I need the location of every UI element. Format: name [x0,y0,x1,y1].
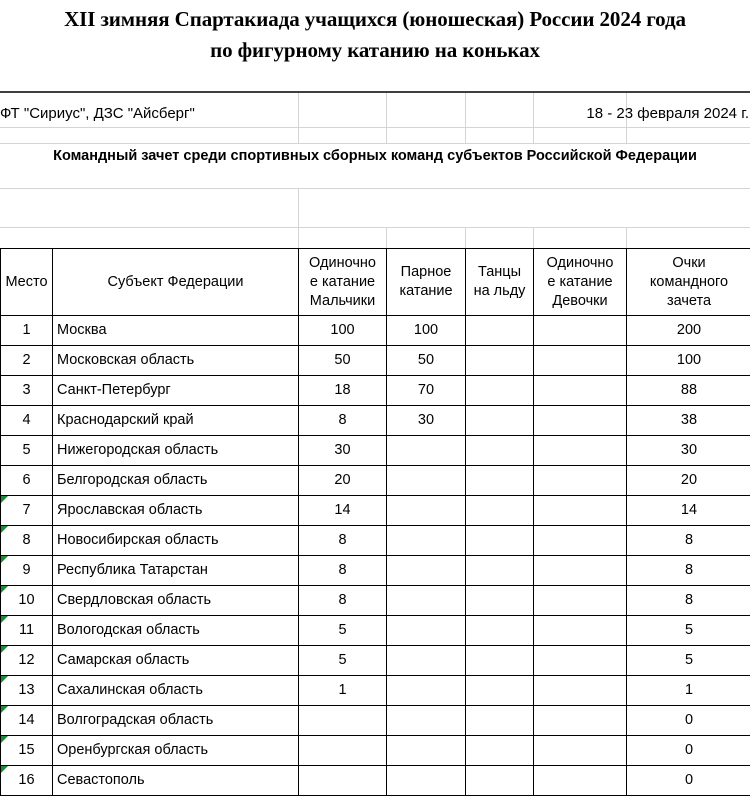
column-header-line: е катание [310,274,375,290]
gridline-top-border [0,91,750,93]
cell-pairs: 50 [387,346,466,376]
cell-ice-dance [466,466,534,496]
cell-singles-girls [534,346,627,376]
cell-place: 15 [1,736,53,766]
cell-singles-boys: 8 [299,406,387,436]
event-dates-label: 18 - 23 февраля 2024 г. [586,104,749,124]
table-row [1,736,750,766]
cell-place: 4 [1,406,53,436]
cell-team-points: 200 [627,316,750,346]
column-header-line: катание [399,283,452,299]
cell-ice-dance [466,766,534,796]
cell-pairs [387,556,466,586]
table-row [1,556,750,586]
cell-pairs: 70 [387,376,466,406]
cell-singles-boys [299,706,387,736]
cell-singles-boys: 5 [299,646,387,676]
cell-singles-girls [534,496,627,526]
cell-singles-boys: 14 [299,496,387,526]
cell-team-points: 8 [627,586,750,616]
column-header-line: Очки [672,255,705,271]
cell-singles-boys: 8 [299,526,387,556]
cell-subject: Волгоградская область [53,706,299,736]
cell-subject: Нижегородская область [53,436,299,466]
table-row [1,466,750,496]
table-row [1,316,750,346]
gridline-h-143 [0,143,750,144]
column-header-line: Девочки [552,293,607,309]
table-row [1,346,750,376]
column-header-team-points [627,249,750,316]
table-row [1,496,750,526]
cell-team-points: 100 [627,346,750,376]
cell-singles-boys: 8 [299,586,387,616]
column-header-line: Мальчики [310,293,375,309]
cell-team-points: 1 [627,676,750,706]
cell-place: 16 [1,766,53,796]
cell-singles-girls [534,706,627,736]
cell-singles-girls [534,436,627,466]
column-header-line: е катание [547,274,612,290]
cell-singles-boys: 8 [299,556,387,586]
table-row [1,676,750,706]
cell-pairs [387,436,466,466]
cell-ice-dance [466,676,534,706]
table-row [1,706,750,736]
column-header-line: Танцы [478,264,521,280]
cell-subject: Новосибирская область [53,526,299,556]
cell-place: 1 [1,316,53,346]
cell-subject: Самарская область [53,646,299,676]
cell-subject: Краснодарский край [53,406,299,436]
document-title [0,4,750,66]
cell-team-points: 38 [627,406,750,436]
cell-team-points: 88 [627,376,750,406]
table-row [1,616,750,646]
cell-singles-girls [534,586,627,616]
cell-place: 2 [1,346,53,376]
cell-subject: Республика Татарстан [53,556,299,586]
cell-team-points: 0 [627,736,750,766]
gridline-v-465-a [465,93,466,143]
column-header-line: Субъект Федерации [108,274,244,290]
cell-singles-boys: 30 [299,436,387,466]
cell-singles-girls [534,646,627,676]
column-header-place [1,249,53,316]
cell-singles-girls [534,376,627,406]
column-header-subject [53,249,299,316]
cell-singles-boys: 100 [299,316,387,346]
gridline-v-386-a [386,93,387,143]
gridline-h-127 [0,127,750,128]
cell-pairs [387,706,466,736]
cell-team-points: 14 [627,496,750,526]
section-subtitle: Командный зачет среди спортивных сборных команд субъектов Российской Федерации [22,146,728,167]
cell-team-points: 30 [627,436,750,466]
cell-place: 7 [1,496,53,526]
cell-singles-boys: 5 [299,616,387,646]
cell-subject: Вологодская область [53,616,299,646]
gridline-v-298-a [298,93,299,143]
cell-singles-girls [534,406,627,436]
column-header-singles-girls [534,249,627,316]
gridline-v-298-b [298,188,299,248]
cell-pairs [387,646,466,676]
table-row [1,526,750,556]
cell-singles-boys: 18 [299,376,387,406]
cell-ice-dance [466,616,534,646]
cell-place: 13 [1,676,53,706]
column-header-line: на льду [474,283,526,299]
cell-ice-dance [466,646,534,676]
cell-singles-girls [534,526,627,556]
gridline-h-188 [0,188,750,189]
table-row [1,766,750,796]
cell-pairs [387,496,466,526]
table-body [1,316,750,796]
cell-subject: Москва [53,316,299,346]
column-header-line: зачета [667,293,711,309]
cell-place: 11 [1,616,53,646]
cell-ice-dance [466,586,534,616]
cell-place: 9 [1,556,53,586]
cell-pairs [387,766,466,796]
cell-subject: Московская область [53,346,299,376]
cell-pairs [387,736,466,766]
cell-place: 5 [1,436,53,466]
cell-place: 12 [1,646,53,676]
cell-subject: Белгородская область [53,466,299,496]
cell-singles-boys: 50 [299,346,387,376]
cell-pairs [387,526,466,556]
cell-subject: Сахалинская область [53,676,299,706]
gridline-v-465-b [465,227,466,248]
cell-team-points: 8 [627,556,750,586]
cell-ice-dance [466,376,534,406]
column-header-line: командного [650,274,728,290]
table-row [1,406,750,436]
cell-ice-dance [466,406,534,436]
column-header-ice-dance [466,249,534,316]
cell-pairs [387,466,466,496]
cell-ice-dance [466,496,534,526]
document-title-line-2: по фигурному катанию на коньках [0,35,750,66]
cell-singles-girls [534,556,627,586]
table-row [1,436,750,466]
cell-ice-dance [466,556,534,586]
cell-pairs: 100 [387,316,466,346]
gridline-v-533-a [533,93,534,143]
column-header-pairs [387,249,466,316]
cell-pairs [387,586,466,616]
document-title-line-1: XII зимняя Спартакиада учащихся (юношеская) России 2024 года [0,4,750,35]
table-header [1,249,750,316]
gridline-v-386-b [386,227,387,248]
cell-singles-boys [299,766,387,796]
cell-place: 8 [1,526,53,556]
gridline-v-626-b [626,227,627,248]
table-row [1,586,750,616]
table-row [1,646,750,676]
cell-singles-boys: 1 [299,676,387,706]
cell-team-points: 5 [627,616,750,646]
cell-subject: Оренбургская область [53,736,299,766]
cell-singles-girls [534,316,627,346]
cell-place: 10 [1,586,53,616]
table-header-row [1,249,750,316]
column-header-line: Парное [401,264,452,280]
cell-team-points: 8 [627,526,750,556]
cell-singles-girls [534,466,627,496]
cell-team-points: 20 [627,466,750,496]
cell-ice-dance [466,526,534,556]
cell-subject: Санкт-Петербург [53,376,299,406]
cell-singles-girls [534,616,627,646]
cell-ice-dance [466,736,534,766]
cell-singles-boys [299,736,387,766]
cell-subject: Севастополь [53,766,299,796]
cell-singles-girls [534,736,627,766]
column-header-line: Место [5,274,47,290]
cell-pairs [387,676,466,706]
cell-subject: Ярославская область [53,496,299,526]
cell-team-points: 0 [627,706,750,736]
cell-ice-dance [466,706,534,736]
cell-pairs [387,616,466,646]
cell-pairs: 30 [387,406,466,436]
cell-ice-dance [466,316,534,346]
cell-team-points: 5 [627,646,750,676]
cell-ice-dance [466,436,534,466]
cell-singles-girls [534,766,627,796]
column-header-line: Одиночно [309,255,376,271]
venue-label: ФТ "Сириус", ДЗС "Айсберг" [0,104,195,124]
team-standings-table [0,248,750,796]
cell-singles-boys: 20 [299,466,387,496]
cell-place: 3 [1,376,53,406]
cell-singles-girls [534,676,627,706]
gridline-v-533-b [533,227,534,248]
gridline-h-227 [0,227,750,228]
cell-subject: Свердловская область [53,586,299,616]
cell-team-points: 0 [627,766,750,796]
column-header-singles-boys [299,249,387,316]
column-header-line: Одиночно [547,255,614,271]
cell-ice-dance [466,346,534,376]
cell-place: 6 [1,466,53,496]
table-row [1,376,750,406]
cell-place: 14 [1,706,53,736]
